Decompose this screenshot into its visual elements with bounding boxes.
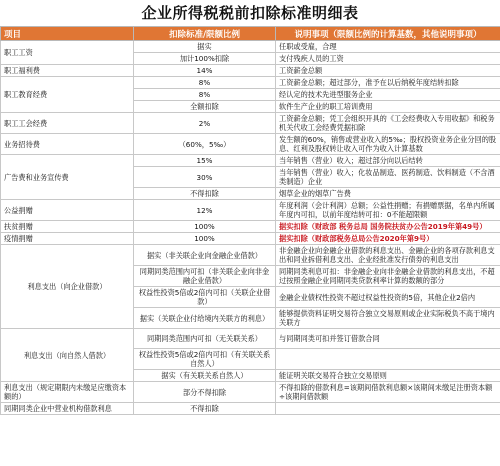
header-note: 说明事项（限额比例的计算基数，其他说明事项） (276, 27, 500, 41)
table-row (1, 65, 500, 77)
row-standard: 据实（关联企业付给境内关联方的利息） (134, 308, 276, 329)
row-note: 同期同类利息可扣：非金融企业向非金融企业借款的利息支出，不超过按照金融企业同期同类贷款利率计算的数额的部分 (276, 266, 500, 287)
row-note: 能证明关联交易符合独立交易原则 (276, 370, 500, 382)
row-note: 任职或受雇，合理 (276, 41, 500, 53)
row-note: 据实扣除（财政部税务总局公告2020年第9号） (276, 233, 500, 245)
row-standard: 同期同类范围内可扣（无关联关系） (134, 329, 276, 349)
row-standard: 12% (134, 200, 276, 221)
table-row (1, 155, 500, 167)
row-item: 利息支出（向自然人借款） (1, 329, 134, 382)
row-item: 职工教育经费 (1, 77, 134, 113)
row-note: 经认定的技术先进型服务企业 (276, 89, 500, 101)
page-title: 企业所得税税前扣除标准明细表 (141, 4, 359, 22)
table-row (1, 134, 500, 155)
row-item: 扶贫捐赠 (1, 221, 134, 233)
row-item: 同期同类企业中营业机构借款利息 (1, 403, 134, 415)
row-note: 与同期同类可扣并签订借款合同 (276, 329, 500, 349)
row-standard: 据实（有关联关系自然人） (134, 370, 276, 382)
row-standard: 全额扣除 (134, 101, 276, 113)
table-row (1, 329, 500, 349)
row-standard: 不得扣除 (134, 403, 276, 415)
row-item: 职工工资 (1, 41, 134, 65)
row-standard: 100% (134, 233, 276, 245)
row-note: 工资薪金总额；超过部分，准予在以后纳税年度结转扣除 (276, 77, 500, 89)
table-row (1, 382, 500, 403)
row-note: 工资薪金总额 (276, 65, 500, 77)
row-standard: 15% (134, 155, 276, 167)
deduction-table (0, 26, 500, 415)
row-standard: 权益性投资5倍或2倍内可扣（关联企业借款） (134, 287, 276, 308)
table-row (1, 41, 500, 53)
row-standard: 30% (134, 167, 276, 188)
row-item: 职工福利费 (1, 65, 134, 77)
row-standard: 权益性投资5倍或2倍内可扣（有关联关系自然人） (134, 349, 276, 370)
row-standard: 14% (134, 65, 276, 77)
row-note: 据实扣除（财政部 税务总局 国务院扶贫办公告2019年第49号） (276, 221, 500, 233)
row-note: 工资薪金总额；凭工会组织开具的《工会经费收入专用收据》和税务机关代收工会经费凭据扣除 (276, 113, 500, 134)
row-note (276, 403, 500, 415)
table-row (1, 233, 500, 245)
row-standard: （60%，5‰） (134, 134, 276, 155)
table-row (1, 221, 500, 233)
table-row (1, 403, 500, 415)
header-standard: 扣除标准/限额比例 (134, 27, 276, 41)
header-item: 项目 (1, 27, 134, 41)
row-item: 公益捐赠 (1, 200, 134, 221)
row-standard: 据实 (134, 41, 276, 53)
row-note: 能够提供资料证明交易符合独立交易原则或企业实际税负不高于境内关联方 (276, 308, 500, 329)
row-standard: 8% (134, 89, 276, 101)
row-standard: 不得扣除 (134, 188, 276, 200)
row-note: 支付残疾人员的工资 (276, 53, 500, 65)
row-note: 烟草企业的烟草广告费 (276, 188, 500, 200)
row-standard: 据实（非关联企业向金融企业借款） (134, 245, 276, 266)
row-note (276, 349, 500, 370)
row-standard: 100% (134, 221, 276, 233)
row-note: 不得扣除的借款利息=该期间借款利息额×该期间未缴足注册资本额÷该期间借款额 (276, 382, 500, 403)
row-standard: 8% (134, 77, 276, 89)
row-note: 软件生产企业的职工培训费用 (276, 101, 500, 113)
table-row (1, 77, 500, 89)
row-standard: 加计100%扣除 (134, 53, 276, 65)
row-note: 发生额的60%，销售或营业收入的5‰；股权投资业务企业分回的股息、红利及股权转让收入可作为收入计算基数 (276, 134, 500, 155)
row-item: 疫情捐赠 (1, 233, 134, 245)
row-item: 利息支出（规定期限内未缴足应缴资本额的） (1, 382, 134, 403)
row-item: 利息支出（向企业借款） (1, 245, 134, 329)
row-standard: 2% (134, 113, 276, 134)
row-item: 广告费和业务宣传费 (1, 155, 134, 200)
row-note: 当年销售（营业）收入；化妆品制造、医药制造、饮料制造（不含酒类制造）企业 (276, 167, 500, 188)
row-item: 职工工会经费 (1, 113, 134, 134)
row-note: 非金融企业向金融企业借款的利息支出、金融企业的各项存款利息支出和同业拆借利息支出、企业经批准发行债券的利息支出 (276, 245, 500, 266)
row-standard: 同期同类范围内可扣（非关联企业向非金融企业借款） (134, 266, 276, 287)
row-note: 金融企业债权性投资不超过权益性投资的5倍，其他企业2倍内 (276, 287, 500, 308)
row-item: 业务招待费 (1, 134, 134, 155)
row-standard: 部分不得扣除 (134, 382, 276, 403)
table-row (1, 113, 500, 134)
table-header-row (1, 27, 500, 41)
table-row (1, 245, 500, 266)
row-note: 当年销售（营业）收入；超过部分向以后结转 (276, 155, 500, 167)
table-row (1, 200, 500, 221)
row-note: 年度利润（会计利润）总额；公益性捐赠；有捐赠票据，名单内所属年度内可扣，以前年度结转可扣：0不能超限额 (276, 200, 500, 221)
